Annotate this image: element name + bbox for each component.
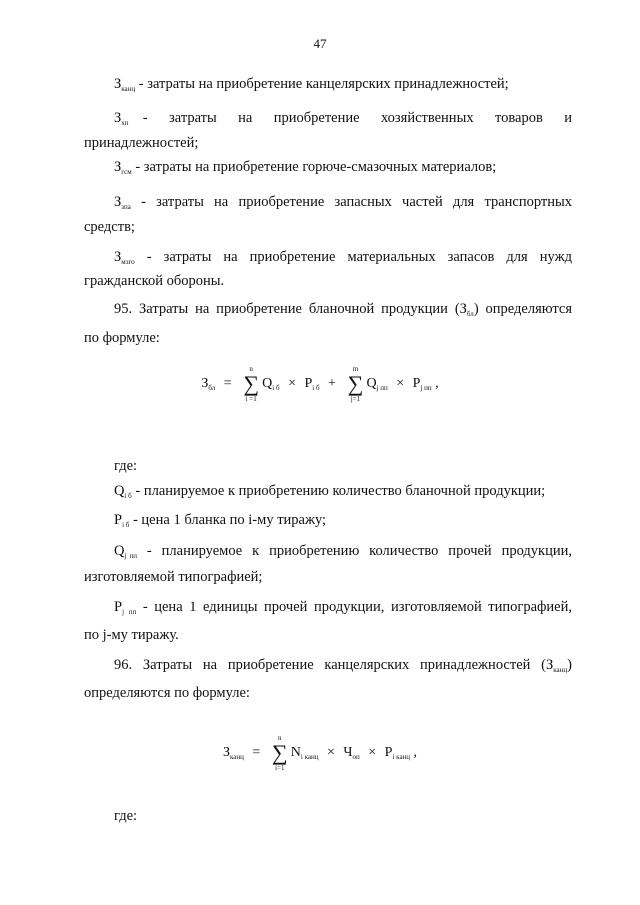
- paragraph-95: [84, 299, 572, 325]
- definition-qib: [84, 481, 572, 507]
- subscript: мзго: [121, 258, 135, 266]
- definition-zkanc: [84, 74, 572, 100]
- price-sub: i б: [312, 384, 320, 393]
- subscript: хп: [121, 119, 129, 127]
- symbol: З: [114, 110, 122, 126]
- paragraph-text-end: ): [567, 657, 572, 673]
- times-sign: ×: [396, 376, 405, 392]
- count-symbol: N: [290, 745, 301, 761]
- definition-zhp: [84, 108, 572, 134]
- paragraph-96: [84, 655, 572, 681]
- summation: [345, 365, 365, 403]
- times-sign: ×: [326, 745, 335, 761]
- definition-text: - затраты на приобретение канцелярских принадлежностей;: [135, 76, 509, 92]
- quantity-symbol: Q: [366, 376, 377, 392]
- times-sign: ×: [368, 745, 377, 761]
- formula-lhs-sub: канц: [229, 753, 244, 762]
- definition-text: - затраты на приобретение материальных запасов для нужд: [134, 249, 572, 265]
- subscript: гсм: [121, 168, 132, 176]
- formula-lhs: З: [222, 745, 230, 761]
- subscript: канц: [553, 666, 568, 674]
- sum-lower-limit: j=1: [350, 395, 361, 403]
- sigma-icon: ∑: [347, 371, 364, 396]
- summation: [270, 734, 290, 772]
- definition-text: - планируемое к приобретению количество прочей продукции,: [137, 543, 573, 559]
- definition-zgsm: [84, 157, 572, 183]
- sigma-icon: ∑: [271, 740, 288, 765]
- paragraph-text-end: ) определяются: [473, 301, 573, 317]
- subscript: бл: [466, 310, 474, 318]
- definition-text: - затраты на приобретение запасных частей для транспортных: [130, 194, 572, 210]
- sum-upper-limit: m: [352, 365, 359, 373]
- formula-end: ,: [413, 745, 418, 761]
- price-symbol: P: [412, 376, 421, 392]
- sigma-icon: ∑: [243, 371, 260, 396]
- quantity-sub: j пп: [376, 384, 388, 393]
- summation: [241, 365, 261, 403]
- subscript: i б: [122, 521, 130, 529]
- formula-office-supplies: [0, 734, 640, 772]
- symbol: З: [459, 301, 467, 317]
- symbol: З: [114, 249, 122, 265]
- definition-text: - цена 1 единицы прочей продукции, изготовляемой типографией,: [136, 599, 573, 615]
- symbol: З: [114, 159, 122, 175]
- subscript: канц: [121, 85, 136, 93]
- count-sub: i канц: [300, 753, 319, 762]
- sum-lower-limit: i=1: [275, 764, 285, 772]
- formula-end: ,: [435, 376, 439, 392]
- paragraph-text: 95. Затраты на приобретение бланочной продукции (: [114, 301, 460, 317]
- definition-zmzgo: [84, 247, 572, 273]
- sum-upper-limit: n: [249, 365, 253, 373]
- price-sub: j пп: [420, 384, 432, 393]
- symbol: З: [545, 657, 554, 673]
- headcount-symbol: Ч: [343, 745, 353, 761]
- definition-text: - затраты на приобретение хозяйственных товаров и: [128, 110, 572, 126]
- definition-pib: [84, 510, 572, 536]
- definition-qjpp: [84, 541, 572, 567]
- formula-lhs: З: [201, 376, 209, 392]
- subscript: j пп: [122, 608, 137, 616]
- subscript: j пп: [124, 552, 138, 560]
- symbol: Q: [114, 543, 125, 559]
- equals-sign: =: [223, 376, 232, 392]
- headcount-sub: оп: [352, 753, 360, 762]
- plus-sign: +: [328, 376, 336, 392]
- paragraph-95-continued: по формуле:: [84, 330, 160, 346]
- definition-text: - планируемое к приобретению количество бланочной продукции;: [131, 483, 546, 499]
- definition-pjpp-continued: по j-му тиражу.: [84, 627, 179, 643]
- definition-zmzgo-continued: гражданской обороны.: [84, 273, 225, 289]
- symbol: З: [114, 76, 122, 92]
- subscript: i б: [124, 492, 132, 500]
- price-symbol: P: [384, 745, 393, 761]
- page-number: 47: [313, 36, 327, 51]
- symbol: P: [114, 512, 123, 528]
- sum-lower-limit: i =1: [245, 395, 257, 403]
- where-label: где:: [114, 458, 138, 474]
- sum-upper-limit: n: [278, 734, 282, 742]
- symbol: Q: [114, 483, 125, 499]
- equals-sign: =: [252, 745, 261, 761]
- price-sub: i канц: [392, 753, 411, 762]
- definition-text: - цена 1 бланка по i-му тиражу;: [129, 512, 327, 528]
- paragraph-96-continued: определяются по формуле:: [84, 685, 250, 701]
- definition-qjpp-continued: изготовляемой типографией;: [84, 569, 263, 585]
- definition-zzpa: [84, 192, 572, 218]
- definition-zhp-continued: принадлежностей;: [84, 135, 199, 151]
- definition-text: - затраты на приобретение горюче-смазочных материалов;: [131, 159, 497, 175]
- definition-zzpa-continued: средств;: [84, 219, 135, 235]
- where-label: где:: [114, 808, 138, 824]
- paragraph-text: 96. Затраты на приобретение канцелярских принадлежностей (: [114, 657, 546, 673]
- formula-lhs-sub: бл: [208, 384, 216, 393]
- price-symbol: P: [304, 376, 313, 392]
- quantity-sub: i б: [272, 384, 280, 393]
- quantity-symbol: Q: [262, 376, 273, 392]
- symbol: P: [114, 599, 123, 615]
- formula-blank-products: [0, 365, 640, 403]
- times-sign: ×: [288, 376, 296, 392]
- subscript: зпа: [121, 203, 131, 211]
- definition-pjpp: [84, 597, 572, 623]
- symbol: З: [114, 194, 122, 210]
